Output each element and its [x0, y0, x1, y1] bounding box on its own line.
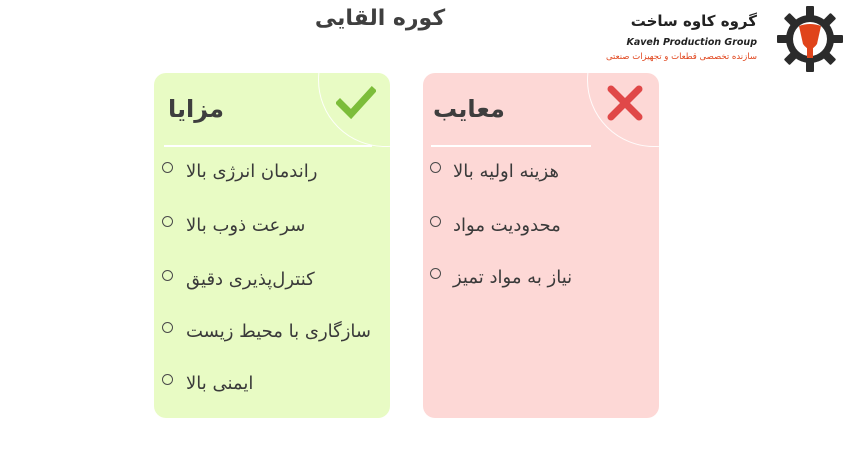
bullet-icon — [430, 216, 441, 227]
cons-item-label: نیاز به مواد تمیز — [453, 267, 573, 288]
pros-item-label: سرعت ذوب بالا — [186, 215, 306, 236]
pros-card — [154, 73, 390, 418]
logo-company-name: گروه کاوه ساخت — [630, 12, 757, 30]
bullet-icon — [162, 270, 173, 281]
logo-english-name: Kaveh Production Group — [626, 37, 757, 48]
cons-card — [423, 73, 659, 418]
pros-item-label: راندمان انرژی بالا — [186, 161, 318, 182]
cons-item-label: هزینه اولیه بالا — [453, 161, 559, 182]
list-item — [186, 215, 305, 245]
bullet-icon — [162, 322, 173, 333]
list-item — [453, 161, 559, 191]
list-item — [186, 321, 371, 351]
list-item — [186, 269, 315, 299]
check-icon — [336, 83, 376, 123]
pros-item-label: کنترل‌پذیری دقیق — [186, 269, 315, 290]
company-logo — [605, 4, 845, 74]
bullet-icon — [430, 268, 441, 279]
cons-divider — [431, 145, 591, 147]
pros-divider — [164, 145, 372, 147]
bullet-icon — [162, 374, 173, 385]
list-item — [453, 267, 572, 297]
gear-crucible-icon — [775, 4, 845, 74]
cross-icon — [605, 83, 645, 123]
bullet-icon — [162, 162, 173, 173]
page-title: کوره القایی — [314, 6, 446, 31]
logo-tagline: سازنده تخصصی قطعات و تجهیزات صنعتی — [605, 52, 757, 62]
list-item — [453, 215, 561, 245]
bullet-icon — [430, 162, 441, 173]
list-item — [186, 373, 253, 403]
pros-item-label: سازگاری با محیط زیست — [186, 321, 371, 342]
list-item — [186, 161, 317, 191]
cons-item-label: محدودیت مواد — [453, 215, 561, 236]
cons-title: معایب — [433, 95, 505, 123]
pros-item-label: ایمنی بالا — [186, 373, 254, 394]
pros-title: مزایا — [168, 95, 225, 123]
bullet-icon — [162, 216, 173, 227]
